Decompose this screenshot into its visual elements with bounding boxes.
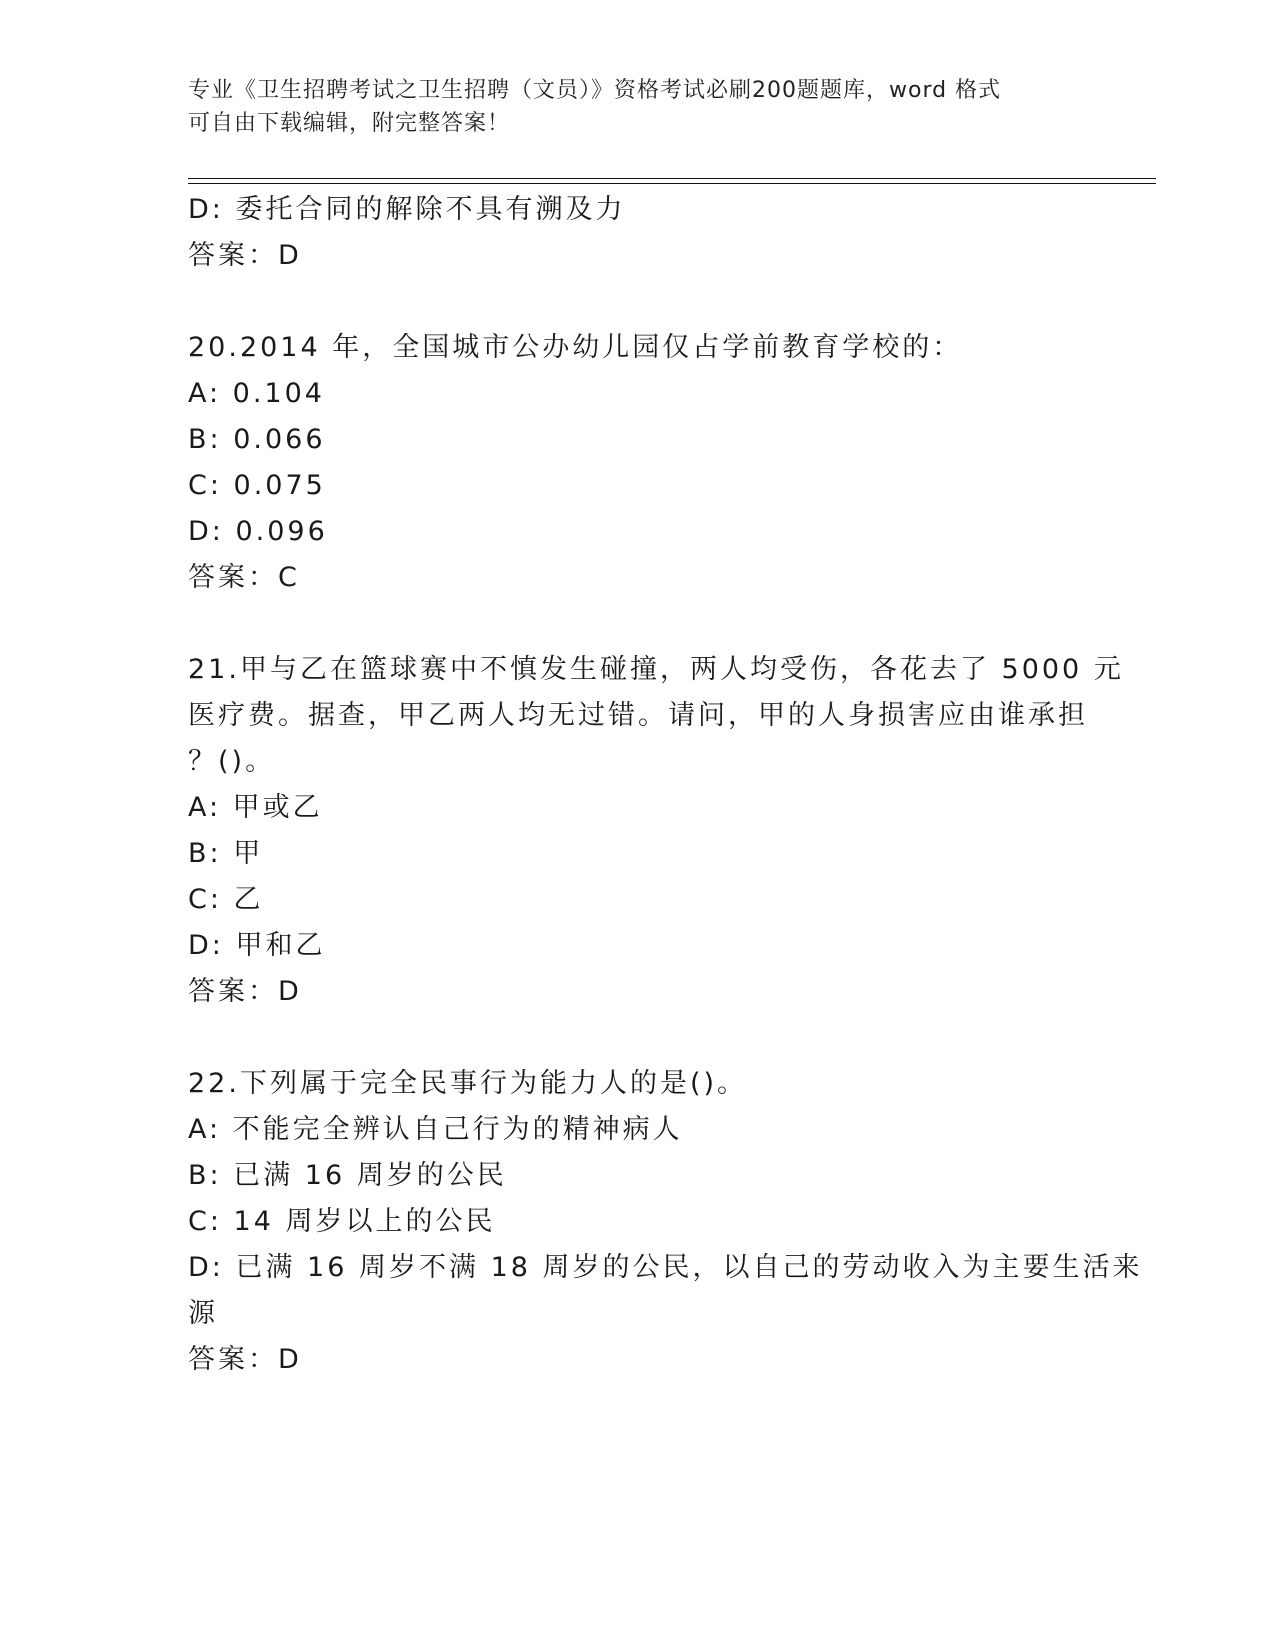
option-line: D: 甲和乙 [188,930,326,961]
question-stem-line: ？()。 [188,746,276,777]
option-line: C: 14 周岁以上的公民 [188,1206,496,1237]
header-line-1: 专业《卫生招聘考试之卫生招聘（文员）》资格考试必刷200题题库，word 格式 [188,78,1002,103]
document-body [188,187,1143,1383]
option-line: B: 已满 16 周岁的公民 [188,1160,507,1191]
option-line: C: 乙 [188,884,264,915]
answer-line: 答案：D [188,1344,302,1375]
question-spacer [188,1015,1088,1061]
answer-line: 答案：D [188,976,302,1007]
question-stem-line: 21.甲与乙在篮球赛中不慎发生碰撞，两人均受伤，各花去了 5000 元 [188,654,1124,685]
question-block [188,325,1088,601]
question-block [188,1061,1143,1383]
question-stem-line: 22.下列属于完全民事行为能力人的是()。 [188,1068,748,1099]
option-line: D: 0.096 [188,516,328,547]
option-line: 源 [188,1298,218,1329]
fragment-option-d: D: 委托合同的解除不具有溯及力 [188,194,626,225]
header-divider-top [188,178,1156,179]
header-line-2: 可自由下载编辑，附完整答案！ [188,111,511,136]
fragment-answer: 答案：D [188,240,302,271]
option-line: A: 0.104 [188,378,325,409]
question-stem-line: 20.2014 年，全国城市公办幼儿园仅占学前教育学校的： [188,332,963,363]
question-spacer [188,279,1088,325]
option-line: B: 甲 [188,838,264,869]
option-line: D: 已满 16 周岁不满 18 周岁的公民，以自己的劳动收入为主要生活来 [188,1252,1143,1283]
option-line: B: 0.066 [188,424,326,455]
question-list [188,279,1143,1383]
option-line: C: 0.075 [188,470,326,501]
question-stem-line: 医疗费。据查，甲乙两人均无过错。请问，甲的人身损害应由谁承担 [188,700,1088,731]
answer-line: 答案：C [188,562,300,593]
document-header [188,74,1088,140]
question-spacer [188,601,1088,647]
option-line: A: 不能完全辨认自己行为的精神病人 [188,1114,683,1145]
option-line: A: 甲或乙 [188,792,323,823]
question-block [188,647,1124,1015]
header-divider-bottom [188,183,1156,184]
